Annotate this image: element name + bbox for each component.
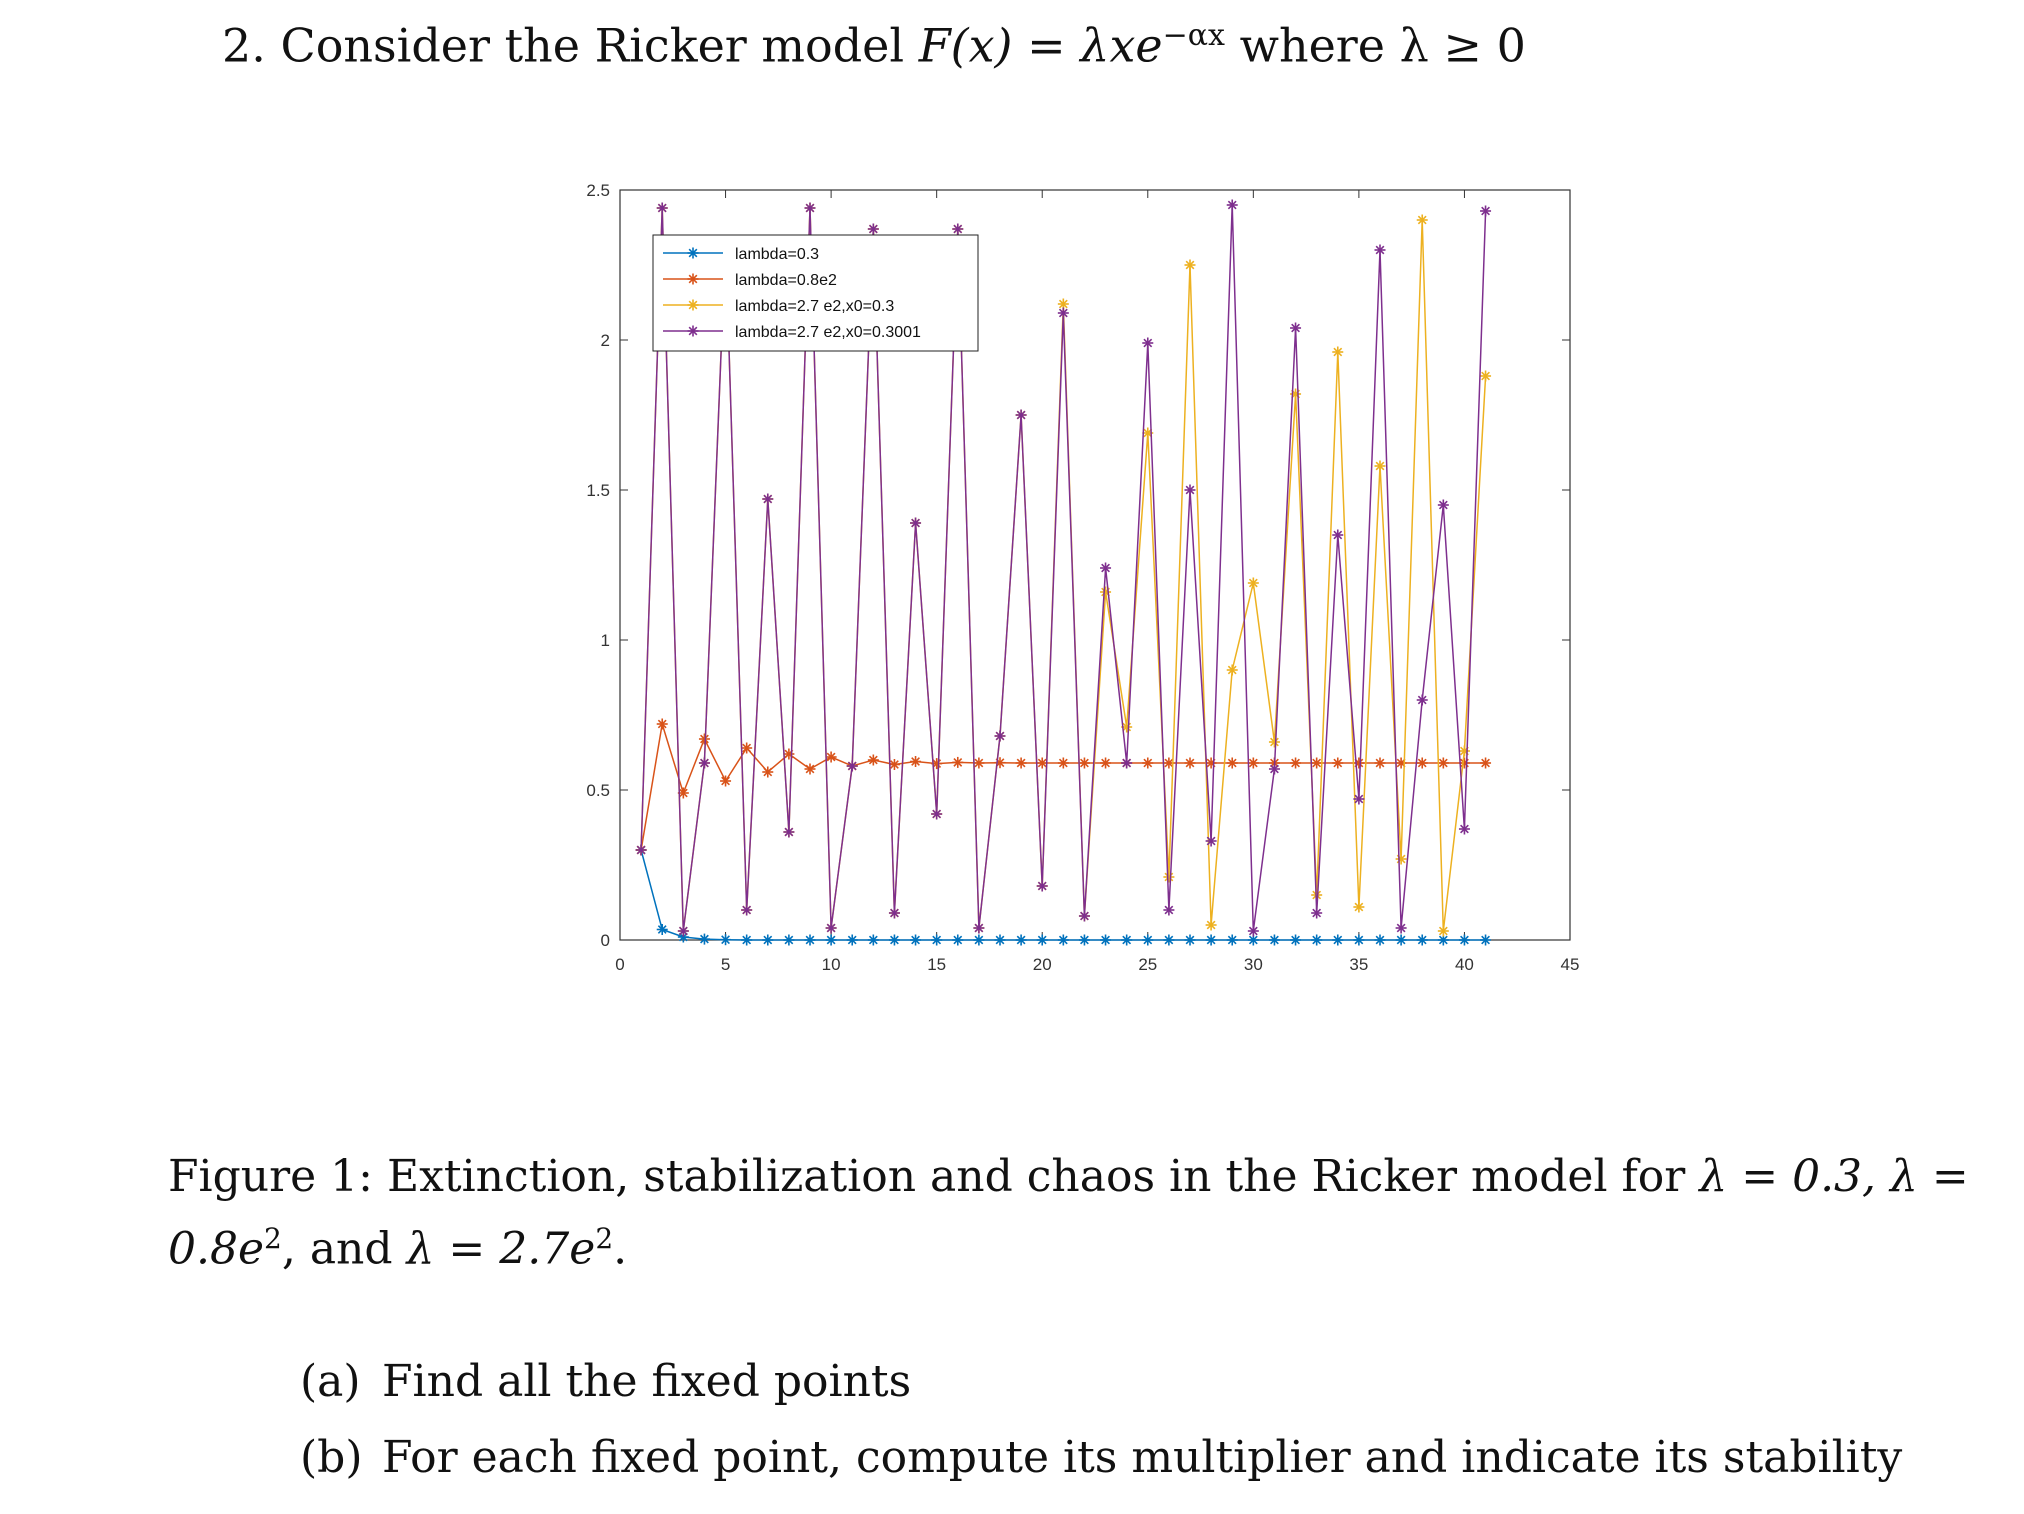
data-point <box>995 731 1006 742</box>
data-point <box>995 935 1006 946</box>
caption-and: , and <box>281 1223 393 1275</box>
data-point <box>1480 371 1491 382</box>
question-a-label: (a) <box>300 1356 361 1407</box>
data-point <box>1206 935 1217 946</box>
question-a <box>300 1356 911 1407</box>
caption-text: Figure 1: Extinction, stabilization and chaos in the Ricker model for <box>168 1151 1686 1202</box>
data-point <box>657 924 668 935</box>
data-point <box>783 749 794 760</box>
x-tick-label: 5 <box>720 955 731 974</box>
x-tick-label: 30 <box>1243 955 1263 974</box>
data-point <box>1163 905 1174 916</box>
data-point <box>952 757 963 768</box>
data-point <box>1353 935 1364 946</box>
formula-rhs: λxe <box>1080 18 1163 73</box>
data-point <box>1100 758 1111 769</box>
question-b-text: For each fixed point, compute its multiplier and indicate its stability <box>382 1432 1903 1483</box>
data-point <box>1016 410 1027 421</box>
data-point <box>1353 794 1364 805</box>
legend-label: lambda=0.8e2 <box>735 272 837 289</box>
question-a-text: Find all the fixed points <box>382 1356 912 1407</box>
data-point <box>1396 923 1407 934</box>
y-tick-label: 0 <box>600 931 610 950</box>
data-point <box>699 934 710 945</box>
y-tick-label: 1.5 <box>586 481 610 500</box>
data-point <box>1227 665 1238 676</box>
data-point <box>952 224 963 235</box>
y-tick-label: 0.5 <box>586 781 610 800</box>
data-point <box>1142 758 1153 769</box>
data-point <box>1417 758 1428 769</box>
data-point <box>678 926 689 937</box>
data-point <box>1332 347 1343 358</box>
data-point <box>1480 758 1491 769</box>
data-point <box>1417 935 1428 946</box>
y-tick-label: 2 <box>600 331 610 350</box>
data-point <box>1375 935 1386 946</box>
data-point <box>1396 935 1407 946</box>
data-point <box>973 935 984 946</box>
problem-number: 2. <box>222 18 266 73</box>
data-point <box>741 743 752 754</box>
data-point <box>1332 758 1343 769</box>
data-point <box>1480 935 1491 946</box>
x-tick-label: 10 <box>821 955 841 974</box>
data-point <box>1353 902 1364 913</box>
legend-label: lambda=0.3 <box>735 246 820 263</box>
data-point <box>1142 338 1153 349</box>
problem-condition: λ ≥ 0 <box>1399 18 1526 73</box>
data-point <box>805 203 816 214</box>
data-point <box>1016 758 1027 769</box>
data-point <box>1417 695 1428 706</box>
data-point <box>1290 323 1301 334</box>
caption-lambda-3: λ = 2.7e <box>406 1223 596 1275</box>
caption-lambda-1: λ = 0.3, <box>1699 1151 1877 1202</box>
data-point <box>826 752 837 763</box>
chart-legend <box>653 235 978 351</box>
data-point <box>952 935 963 946</box>
data-point <box>699 758 710 769</box>
problem-lead: Consider the Ricker model <box>280 18 905 73</box>
data-point <box>1459 935 1470 946</box>
data-point <box>688 248 699 259</box>
data-point <box>1163 872 1174 883</box>
data-point <box>805 935 816 946</box>
data-point <box>1375 461 1386 472</box>
data-point <box>1079 911 1090 922</box>
data-point <box>1290 935 1301 946</box>
figure-caption <box>168 1146 2018 1281</box>
data-point <box>699 734 710 745</box>
data-point <box>889 935 900 946</box>
formula-exponent: −αx <box>1162 18 1225 53</box>
x-tick-label: 15 <box>927 955 947 974</box>
x-tick-label: 20 <box>1032 955 1052 974</box>
x-tick-label: 40 <box>1454 955 1474 974</box>
data-point <box>1163 935 1174 946</box>
data-point <box>720 776 731 787</box>
data-point <box>741 935 752 946</box>
data-point <box>826 923 837 934</box>
data-point <box>1185 485 1196 496</box>
data-point <box>657 203 668 214</box>
data-point <box>688 326 699 337</box>
y-tick-label: 1 <box>600 631 610 650</box>
data-point <box>1206 920 1217 931</box>
data-point <box>910 756 921 767</box>
y-tick-label: 2.5 <box>586 181 610 200</box>
data-point <box>1375 758 1386 769</box>
data-point <box>762 494 773 505</box>
data-point <box>1142 935 1153 946</box>
data-point <box>910 518 921 529</box>
problem-where: where <box>1239 18 1386 73</box>
data-point <box>1206 836 1217 847</box>
data-point <box>847 935 858 946</box>
data-point <box>889 908 900 919</box>
data-point <box>973 758 984 769</box>
data-point <box>826 935 837 946</box>
data-point <box>688 274 699 285</box>
data-point <box>762 767 773 778</box>
data-point <box>1227 935 1238 946</box>
data-point <box>1269 935 1280 946</box>
data-point <box>1100 935 1111 946</box>
data-point <box>1332 530 1343 541</box>
data-point <box>720 934 731 945</box>
data-point <box>1185 935 1196 946</box>
data-point <box>783 935 794 946</box>
formula-lhs: F(x) <box>918 18 1013 73</box>
data-point <box>973 923 984 934</box>
caption-lambda-3-exp: 2 <box>595 1222 614 1255</box>
data-point <box>783 827 794 838</box>
x-tick-label: 45 <box>1560 955 1580 974</box>
legend-label: lambda=2.7 e2,x0=0.3 <box>735 298 895 315</box>
data-point <box>1079 758 1090 769</box>
problem-statement: 2. Consider the Ricker model F(x) = λxe$^{-\alpha x}$ where λ ≥ 0 <box>222 18 1526 73</box>
data-point <box>1459 746 1470 757</box>
data-point <box>1227 758 1238 769</box>
caption-lambda-2: λ = 0.8e <box>168 1151 1969 1275</box>
x-tick-label: 35 <box>1349 955 1369 974</box>
data-point <box>636 845 647 856</box>
caption-end: . <box>613 1223 628 1275</box>
question-b-label: (b) <box>300 1432 363 1483</box>
question-b <box>300 1432 1902 1483</box>
data-point <box>1100 563 1111 574</box>
data-point <box>1100 587 1111 598</box>
data-point <box>1269 737 1280 748</box>
x-tick-label: 25 <box>1138 955 1158 974</box>
data-point <box>1269 764 1280 775</box>
data-point <box>847 761 858 772</box>
data-point <box>762 935 773 946</box>
data-point <box>1459 824 1470 835</box>
ricker-chart <box>560 170 1620 1000</box>
data-point <box>657 719 668 730</box>
caption-lambda-2-exp: 2 <box>264 1222 282 1255</box>
data-point <box>1290 758 1301 769</box>
data-point <box>1016 935 1027 946</box>
legend-label: lambda=2.7 e2,x0=0.3001 <box>735 324 921 341</box>
data-point <box>1396 854 1407 865</box>
data-point <box>805 764 816 775</box>
data-point <box>1332 935 1343 946</box>
data-point <box>1185 758 1196 769</box>
data-point <box>688 300 699 311</box>
x-tick-label: 0 <box>615 955 625 974</box>
data-point <box>741 905 752 916</box>
data-point <box>1079 935 1090 946</box>
data-point <box>910 935 921 946</box>
